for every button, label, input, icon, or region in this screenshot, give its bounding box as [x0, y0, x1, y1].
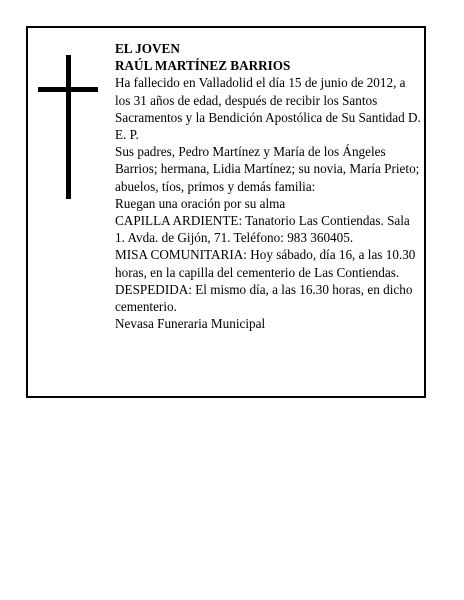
- farewell-info: DESPEDIDA: El mismo día, a las 16.30 horas, en dicho cementerio.: [115, 281, 413, 315]
- cross-icon: [38, 55, 98, 199]
- notice-text: [115, 40, 421, 332]
- prayer-request: Ruegan una oración por su alma: [115, 195, 286, 211]
- family-list: Sus padres, Pedro Martínez y María de los Ángeles Barrios; hermana, Lidia Martínez; su novia, María Prieto; abuelos, tíos, primos y demás familia:: [115, 144, 420, 194]
- deceased-name: RAÚL MARTÍNEZ BARRIOS: [115, 58, 291, 74]
- cross-horizontal-bar: [38, 87, 98, 92]
- death-announcement: Ha fallecido en Valladolid el día 15 de junio de 2012, a los 31 años de edad, después de recibir los Santos Sacramentos y la Bendición Apostólica de Su Santidad D. E. P.: [115, 75, 421, 143]
- mass-info: MISA COMUNITARIA: Hoy sábado, día 16, a las 10.30 horas, en la capilla del cementerio de Las Contiendas.: [115, 247, 416, 280]
- notice-heading-title: EL JOVEN: [115, 41, 180, 56]
- obituary-notice: [26, 26, 426, 398]
- cross-vertical-bar: [66, 55, 71, 199]
- funeral-chapel-info: CAPILLA ARDIENTE: Tanatorio Las Contiendas. Sala 1. Avda. de Gijón, 71. Teléfono: 983 360405.: [115, 213, 410, 246]
- funeral-home-name: Nevasa Funeraria Municipal: [115, 316, 266, 332]
